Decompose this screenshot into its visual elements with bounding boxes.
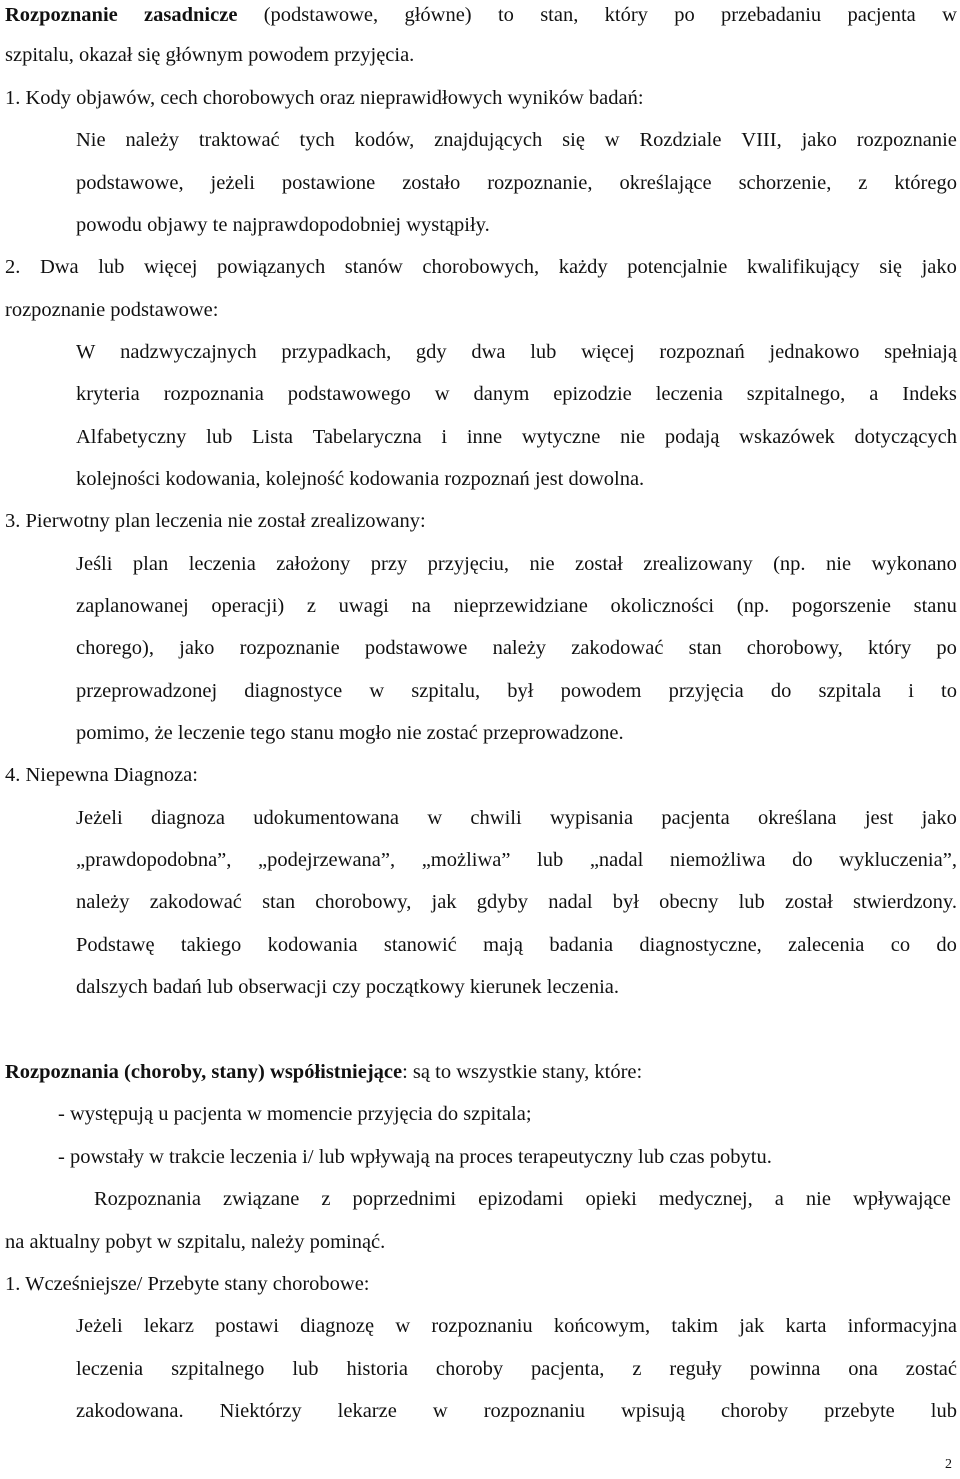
intro-line-1 (5, 2, 957, 28)
word: przyjęciu, (427, 553, 510, 575)
word: powinna (749, 1358, 821, 1380)
word: Tabelaryczna (312, 426, 422, 448)
section2-item1-line-3 (76, 1398, 957, 1424)
word: obecny (659, 891, 719, 913)
word: takiego (180, 934, 242, 956)
word: Podstawę (76, 934, 155, 956)
word: zakodowana. (76, 1400, 184, 1422)
word: zrealizowany (643, 553, 753, 575)
word: „nadal (589, 849, 644, 871)
word: zakodować (149, 891, 242, 913)
word: to (941, 680, 957, 702)
word: chorobowy, (746, 637, 843, 659)
word: Rozdziale (639, 129, 722, 151)
word: rozpoznań (659, 341, 745, 363)
word: określana (757, 807, 837, 829)
word: jako (921, 807, 957, 829)
word: zalecenia (788, 934, 865, 956)
word: się (562, 129, 585, 151)
intro-line-2: szpitalu, okazał się głównym powodem przyjęcia. (5, 44, 415, 66)
word: na (411, 595, 431, 617)
word: podają (664, 426, 720, 448)
word: Jeżeli (76, 1315, 123, 1337)
word: szpitalnego, (746, 383, 846, 405)
word: nie (529, 553, 555, 575)
word: do (792, 849, 813, 871)
word: to (497, 4, 514, 26)
word: jako (801, 129, 837, 151)
word: diagnozę (300, 1315, 375, 1337)
section2-paragraph-line-2: na aktualny pobyt w szpitalu, należy pominąć. (5, 1231, 386, 1253)
word: więcej (143, 256, 198, 278)
word: rozpoznaniu (483, 1400, 586, 1422)
item4-line-5: dalszych badań lub obserwacji czy początkowy kierunek leczenia. (76, 976, 620, 998)
word: epizodami (478, 1188, 564, 1210)
word: niemożliwa (669, 849, 766, 871)
word: Alfabetyczny (76, 426, 187, 448)
word: opieki (585, 1188, 637, 1210)
word: przy (370, 553, 408, 575)
section2-bullet-1: - występują u pacjenta w momencie przyjęcia do szpitala; (58, 1103, 532, 1125)
word: rozpoznaniu (431, 1315, 533, 1337)
item2-line-4: kolejności kodowania, kolejność kodowania rozpoznań jest dowolna. (76, 468, 645, 490)
item4-line-4 (76, 932, 957, 958)
word: więcej (581, 341, 635, 363)
heading-word: zasadnicze (144, 4, 238, 26)
word: a (869, 383, 879, 405)
word: kwalifikujący (746, 256, 860, 278)
word: chorobowych, (422, 256, 540, 278)
word: szpitala (818, 680, 882, 702)
word: traktować (198, 129, 280, 151)
word: jako (179, 637, 215, 659)
word: Lista (252, 426, 294, 448)
word: jest (864, 807, 894, 829)
word: W (76, 341, 96, 363)
word: a (774, 1188, 784, 1210)
word: gdy (415, 341, 447, 363)
item1-line-2 (76, 170, 957, 196)
word: VIII, (741, 129, 782, 151)
word: leczenia (188, 553, 256, 575)
word: został (784, 891, 833, 913)
word: zostało (402, 172, 461, 194)
word: zaplanowanej (76, 595, 189, 617)
word: po (674, 4, 695, 26)
word: rozpoznanie (856, 129, 957, 151)
word: związane (223, 1188, 300, 1210)
word: wykonano (871, 553, 957, 575)
word: należy (492, 637, 547, 659)
word: stan (262, 891, 296, 913)
word: reguły (669, 1358, 722, 1380)
word: z (858, 172, 868, 194)
word: nie (805, 1188, 831, 1210)
word: rozpoznania (163, 383, 264, 405)
section2-bullet-2: - powstały w trakcie leczenia i/ lub wpływają na proces terapeutyczny lub czas pobytu. (58, 1146, 772, 1168)
word: do (936, 934, 957, 956)
word: informacyjna (847, 1315, 957, 1337)
word: stan, (540, 4, 579, 26)
word: kodowania (267, 934, 358, 956)
word: pacjenta (847, 4, 916, 26)
word: historia (346, 1358, 408, 1380)
word: uwagi (338, 595, 389, 617)
word: znajdujących (434, 129, 543, 151)
word: spełniają (884, 341, 957, 363)
word: w (942, 4, 957, 26)
word: chwili (470, 807, 522, 829)
word: kodów, (354, 129, 415, 151)
section2-heading (5, 1059, 642, 1085)
word: Indeks (902, 383, 957, 405)
word: choroby (720, 1400, 789, 1422)
word: stan (688, 637, 722, 659)
word: jako (921, 256, 957, 278)
word: lekarz (143, 1315, 194, 1337)
word: lub (98, 256, 125, 278)
word: lub (206, 426, 233, 448)
word: nie (826, 553, 852, 575)
item3-title: 3. Pierwotny plan leczenia nie został zrealizowany: (5, 510, 426, 532)
word: każdy (558, 256, 608, 278)
word: mają (483, 934, 523, 956)
word: lub (530, 341, 557, 363)
word: wpisują (621, 1400, 685, 1422)
word: karta (785, 1315, 827, 1337)
word: postawione (281, 172, 376, 194)
word: (np. (773, 553, 806, 575)
item4-line-3 (76, 889, 957, 915)
item2-line-2 (76, 381, 957, 407)
item4-line-1 (76, 805, 957, 831)
item4-line-2 (76, 847, 957, 873)
word: lub (738, 891, 765, 913)
word: (podstawowe, (263, 4, 379, 26)
word: nieprzewidziane (453, 595, 588, 617)
item3-line-4 (76, 678, 957, 704)
word: przebyte (824, 1400, 895, 1422)
word: lub (292, 1358, 319, 1380)
word: stanów (344, 256, 403, 278)
word: jak (739, 1315, 765, 1337)
word: w (395, 1315, 411, 1337)
word: pogorszenie (791, 595, 891, 617)
word: schorzenie, (738, 172, 832, 194)
word: był (507, 680, 534, 702)
word: należy (125, 129, 179, 151)
word: „podejrzewana”, (257, 849, 396, 871)
word: lekarze (337, 1400, 397, 1422)
word: badania (549, 934, 614, 956)
word: postawi (215, 1315, 279, 1337)
word: zakodować (571, 637, 664, 659)
word: którego (894, 172, 957, 194)
word: szpitalu, (411, 680, 481, 702)
section2-item1-line-1 (76, 1313, 957, 1339)
word: wypisania (549, 807, 634, 829)
word: Jeśli (76, 553, 113, 575)
item4-title: 4. Niepewna Diagnoza: (5, 764, 198, 786)
word: końcowym, (553, 1315, 651, 1337)
word: okoliczności (610, 595, 715, 617)
word: się (879, 256, 903, 278)
word: określające (619, 172, 712, 194)
word: z (321, 1188, 331, 1210)
word: chorego), (76, 637, 154, 659)
item2-title-line-2: rozpoznanie podstawowe: (5, 299, 219, 321)
word: przebadaniu (721, 4, 822, 26)
word: nie (620, 426, 646, 448)
item2-line-3 (76, 424, 957, 450)
word: ona (848, 1358, 878, 1380)
word: poprzednimi (352, 1188, 457, 1210)
word: Niektórzy (219, 1400, 302, 1422)
word: stanowić (383, 934, 457, 956)
word: choroby (435, 1358, 504, 1380)
word: nadal (548, 891, 593, 913)
word: leczenia (655, 383, 723, 405)
word: operacji) (211, 595, 285, 617)
word: był (612, 891, 639, 913)
word: w (427, 807, 443, 829)
word: dwa (471, 341, 506, 363)
item1-line-3: powodu objawy te najprawdopodobniej wystąpiły. (76, 214, 490, 236)
word: lub (537, 849, 564, 871)
word: główne) (404, 4, 472, 26)
word: powiązanych (217, 256, 326, 278)
word: z (306, 595, 316, 617)
item3-line-1 (76, 551, 957, 577)
word: podstawowe (364, 637, 468, 659)
word: i (908, 680, 914, 702)
item1-line-1 (76, 127, 957, 153)
word: po (936, 637, 957, 659)
word: nadzwyczajnych (120, 341, 257, 363)
word: rozpoznanie (239, 637, 340, 659)
word: diagnostyczne, (639, 934, 762, 956)
word: w (369, 680, 385, 702)
word: jeżeli (210, 172, 255, 194)
word: leczenia (76, 1358, 144, 1380)
word: potencjalnie (627, 256, 728, 278)
item1-title: 1. Kody objawów, cech chorobowych oraz nieprawidłowych wyników badań: (5, 87, 644, 109)
word: co (890, 934, 911, 956)
word: diagnoza (150, 807, 225, 829)
word: stwierdzony. (852, 891, 957, 913)
section2-item1-line-2 (76, 1356, 957, 1382)
word: przypadkach, (281, 341, 392, 363)
word: takim (671, 1315, 719, 1337)
word: Jeżeli (76, 807, 123, 829)
word: udokumentowana (253, 807, 400, 829)
word: medycznej, (658, 1188, 753, 1210)
word: dotyczących (854, 426, 957, 448)
word: szpitalnego (171, 1358, 265, 1380)
page-number: 2 (945, 1457, 952, 1472)
item2-line-1 (76, 339, 957, 365)
word: do (770, 680, 792, 702)
word: gdyby (476, 891, 528, 913)
section2-heading-bold: Rozpoznania (choroby, stany) współistniejące (5, 1061, 403, 1083)
word: inne (466, 426, 503, 448)
word: rozpoznanie, (487, 172, 593, 194)
word: Nie (76, 129, 106, 151)
word: wskazówek (739, 426, 835, 448)
word: danym (473, 383, 530, 405)
word: zostać (905, 1358, 957, 1380)
word: i (441, 426, 448, 448)
section2-item1-title: 1. Wcześniejsze/ Przebyte stany chorobowe: (5, 1273, 370, 1295)
word: wytyczne (521, 426, 601, 448)
word: założony (276, 553, 351, 575)
word: jednakowo (769, 341, 860, 363)
word: w (604, 129, 620, 151)
word: został (575, 553, 623, 575)
item3-line-3 (76, 635, 957, 661)
word: pacjenta (661, 807, 730, 829)
word: wykluczenia”, (839, 849, 957, 871)
word: który (867, 637, 912, 659)
word: Rozpoznania (94, 1188, 202, 1210)
item2-title-line-1 (5, 254, 957, 280)
word: przyjęcia (668, 680, 744, 702)
word: pacjenta, (531, 1358, 605, 1380)
word: epizodzie (553, 383, 632, 405)
word: który (604, 4, 648, 26)
word: należy (76, 891, 130, 913)
word: Dwa (39, 256, 79, 278)
section2-paragraph-line-1 (94, 1186, 951, 1212)
word: przeprowadzonej (76, 680, 218, 702)
word: chorobowy, (315, 891, 412, 913)
word: plan (132, 553, 169, 575)
word: w (432, 1400, 448, 1422)
word: w (434, 383, 450, 405)
item3-line-5: pomimo, że leczenie tego stanu mogło nie zostać przeprowadzone. (76, 722, 624, 744)
word: lub (930, 1400, 957, 1422)
word: podstawowe, (76, 172, 184, 194)
word: 2. (5, 256, 21, 278)
word: (np. (736, 595, 770, 617)
word: wpływające (853, 1188, 951, 1210)
word: „możliwa” (421, 849, 511, 871)
word: z (632, 1358, 642, 1380)
word: stanu (913, 595, 957, 617)
section2-heading-rest: : są to wszystkie stany, które: (402, 1061, 643, 1083)
word: diagnostyce (244, 680, 343, 702)
word: „prawdopodobna”, (76, 849, 232, 871)
word: podstawowego (287, 383, 411, 405)
word: jak (431, 891, 457, 913)
word: powodem (560, 680, 642, 702)
heading-word: Rozpoznanie (5, 4, 118, 26)
word: kryteria (76, 383, 140, 405)
word: tych (299, 129, 335, 151)
item3-line-2 (76, 593, 957, 619)
